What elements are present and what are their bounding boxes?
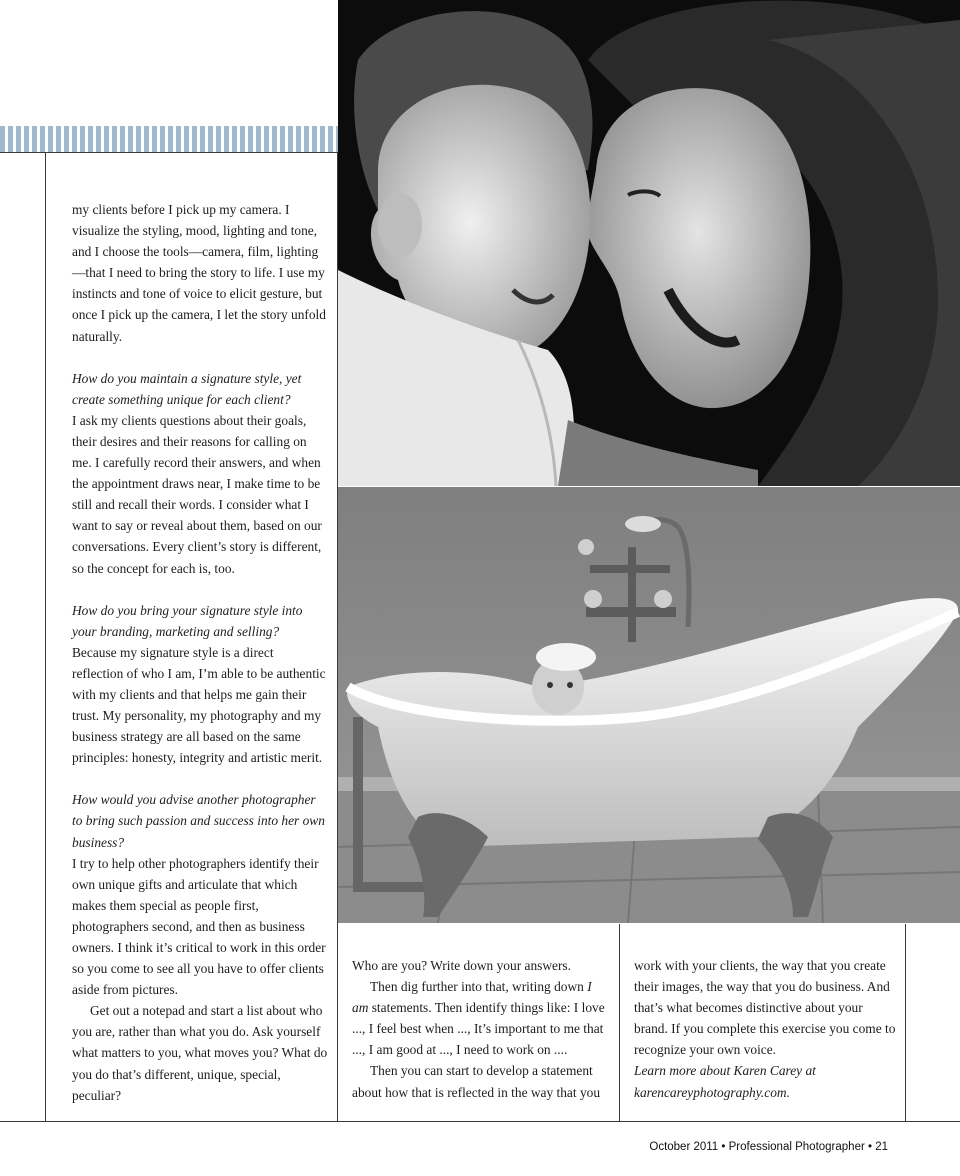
interview-answer: I ask my clients questions about their goals, their desires and their reasons for calling on me. I carefully record their answers, and when the appointment draws near, I make time to be still and recall their words. I consider what I want to say or reveal about them, based on our conversations. Every client’s story is different, so the concept for each is, too. (72, 412, 322, 576)
author-link-note: Learn more about Karen Carey at karencareyphotography.com. (634, 1063, 816, 1100)
paragraph: Then you can start to develop a statement about how that is reflected in the way that you (352, 1063, 601, 1100)
middle-text-column (352, 955, 610, 1103)
bottom-rule (0, 1121, 960, 1122)
emphasis-text: I am (352, 979, 592, 1016)
photo-baby-in-clawfoot-tub (338, 487, 960, 923)
page-footer: October 2011 • Professional Photographer • 21 (649, 1141, 888, 1153)
interview-answer: I try to help other photographers identify their own unique gifts and articulate that which makes them special as people first, photographers second, and then as business owners. I think it’s critical to work in this order so you come to see all you have to offer clients aside from pictures. (72, 855, 326, 998)
paragraph: my clients before I pick up my camera. I visualize the styling, mood, lighting and tone, and I choose the tools—camera, film, lighting—that I need to bring the story to life. I use my instincts and tone of voice to elicit gesture, but once I pick up the camera, I let the story unfold naturally. (72, 202, 326, 344)
paragraph: work with your clients, the way that you create their images, the way that you do business. And that’s what becomes distinctive about your brand. If you complete this exercise you come to recognize your own voice. (634, 958, 896, 1058)
top-band-rule (0, 152, 338, 153)
paragraph: Who are you? Write down your answers. (352, 958, 571, 973)
paragraph: Get out a notepad and start a list about who you are, rather than what you do. Ask yourself what matters to you, what moves you? What do you do that’s different, unique, special, peculiar? (72, 1003, 328, 1103)
interview-answer: Because my signature style is a direct reflection of who I am, I’m able to be authentic with my clients and that helps me gain their trust. My personality, my photography and my business strategy are all based on the same principles: honesty, integrity and artistic merit. (72, 644, 326, 766)
middle-column-divider (619, 924, 620, 1122)
right-column-divider (905, 924, 906, 1122)
text-run: Then dig further into that, writing down (370, 979, 588, 995)
photo-mother-and-child (338, 0, 960, 486)
left-column-divider (45, 153, 46, 1122)
text-run: statements. Then identify things like: I love ..., I feel best when ..., It’s important to me that ..., I am good at ..., I need to work on .... (352, 1000, 605, 1058)
paragraph (352, 976, 610, 1060)
interview-question: How do you maintain a signature style, yet create something unique for each client? (72, 370, 302, 407)
right-text-column (634, 955, 896, 1103)
decorative-stripe-band (0, 126, 338, 152)
interview-question: How do you bring your signature style into your branding, marketing and selling? (72, 602, 303, 639)
interview-question: How would you advise another photographer to bring such passion and success into her own business? (72, 792, 325, 850)
left-text-column (72, 199, 328, 1106)
